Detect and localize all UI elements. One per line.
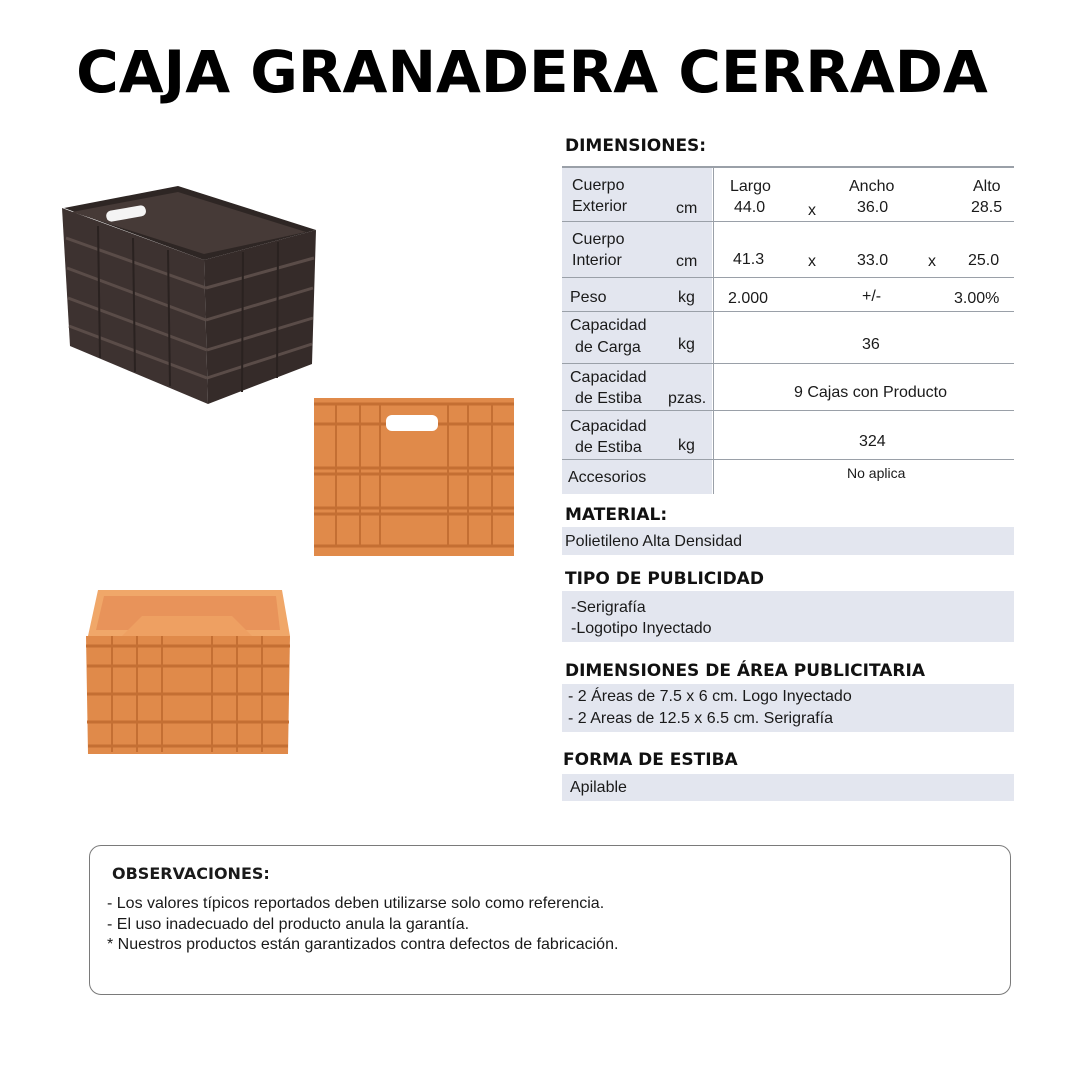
ancho-value: 33.0 (857, 252, 889, 269)
tolerance-sign: +/- (862, 288, 882, 305)
ancho-header: Ancho (849, 178, 895, 195)
material-band (562, 527, 1014, 555)
publicidad-heading: TIPO DE PUBLICIDAD (565, 569, 764, 589)
orange-crate-front-image (312, 396, 516, 558)
estiba-band (562, 774, 1014, 801)
row-label: Capacidad (570, 369, 647, 386)
observation-line: - El uso inadecuado del producto anula la garantía. (107, 916, 470, 933)
list-item: -Serigrafía (571, 599, 646, 616)
row-unit: kg (678, 437, 695, 454)
times-sign: x (928, 253, 936, 270)
row-unit: cm (676, 200, 698, 217)
tolerance-value: 3.00% (954, 290, 1000, 307)
table-row-exterior (562, 168, 1014, 222)
table-row-estiba-pzas (562, 364, 1014, 411)
alto-header: Alto (973, 178, 1001, 195)
estiba-pzas-value: 9 Cajas con Producto (794, 384, 947, 401)
alto-value: 28.5 (971, 199, 1003, 216)
largo-value: 41.3 (733, 251, 765, 268)
area-heading: DIMENSIONES DE ÁREA PUBLICITARIA (565, 661, 925, 681)
material-heading: MATERIAL: (565, 505, 668, 525)
publicidad-band (562, 591, 1014, 642)
times-sign: x (808, 202, 816, 219)
dimensiones-heading: DIMENSIONES: (565, 136, 707, 156)
ancho-value: 36.0 (857, 199, 889, 216)
list-item: - 2 Areas de 12.5 x 6.5 cm. Serigrafía (568, 710, 834, 727)
estiba-value: Apilable (570, 779, 627, 796)
list-item: - 2 Áreas de 7.5 x 6 cm. Logo Inyectado (568, 688, 852, 705)
table-row-carga (562, 312, 1014, 364)
row-label: Cuerpo (572, 177, 625, 194)
orange-crate-angle-image (82, 586, 294, 758)
largo-value: 44.0 (734, 199, 766, 216)
table-row-estiba-kg (562, 411, 1014, 460)
row-label: Cuerpo (572, 231, 625, 248)
row-label: de Carga (575, 339, 641, 356)
row-label: Accesorios (568, 469, 647, 486)
row-label: Capacidad (570, 317, 647, 334)
observaciones-box (89, 845, 1011, 995)
row-label: Interior (572, 252, 622, 269)
row-label: de Estiba (575, 390, 642, 407)
area-band (562, 684, 1014, 732)
table-row-interior (562, 222, 1014, 278)
row-unit: cm (676, 253, 698, 270)
accesorios-value: No aplica (847, 465, 906, 481)
observation-line: - Los valores típicos reportados deben utilizarse solo como referencia. (107, 895, 605, 912)
row-label: Exterior (572, 198, 628, 215)
row-unit: pzas. (668, 390, 707, 407)
observaciones-heading: OBSERVACIONES: (112, 864, 270, 883)
row-label: Peso (570, 289, 607, 306)
table-row-peso (562, 278, 1014, 312)
page-title: CAJA GRANADERA CERRADA (76, 38, 988, 106)
times-sign: x (808, 253, 816, 270)
row-unit: kg (678, 336, 695, 353)
observation-line: * Nuestros productos están garantizados contra defectos de fabricación. (107, 936, 619, 953)
material-value: Polietileno Alta Densidad (565, 533, 743, 550)
row-label: de Estiba (575, 439, 642, 456)
carga-value: 36 (862, 336, 880, 353)
estiba-kg-value: 324 (859, 433, 886, 450)
peso-value: 2.000 (728, 290, 769, 307)
alto-value: 25.0 (968, 252, 1000, 269)
table-row-accesorios (562, 460, 1014, 494)
estiba-heading: FORMA DE ESTIBA (563, 750, 738, 770)
largo-header: Largo (730, 178, 771, 195)
row-unit: kg (678, 289, 695, 306)
row-label: Capacidad (570, 418, 647, 435)
list-item: -Logotipo Inyectado (571, 620, 712, 637)
dimensions-table (562, 166, 1014, 494)
brown-crate-image (58, 178, 320, 410)
